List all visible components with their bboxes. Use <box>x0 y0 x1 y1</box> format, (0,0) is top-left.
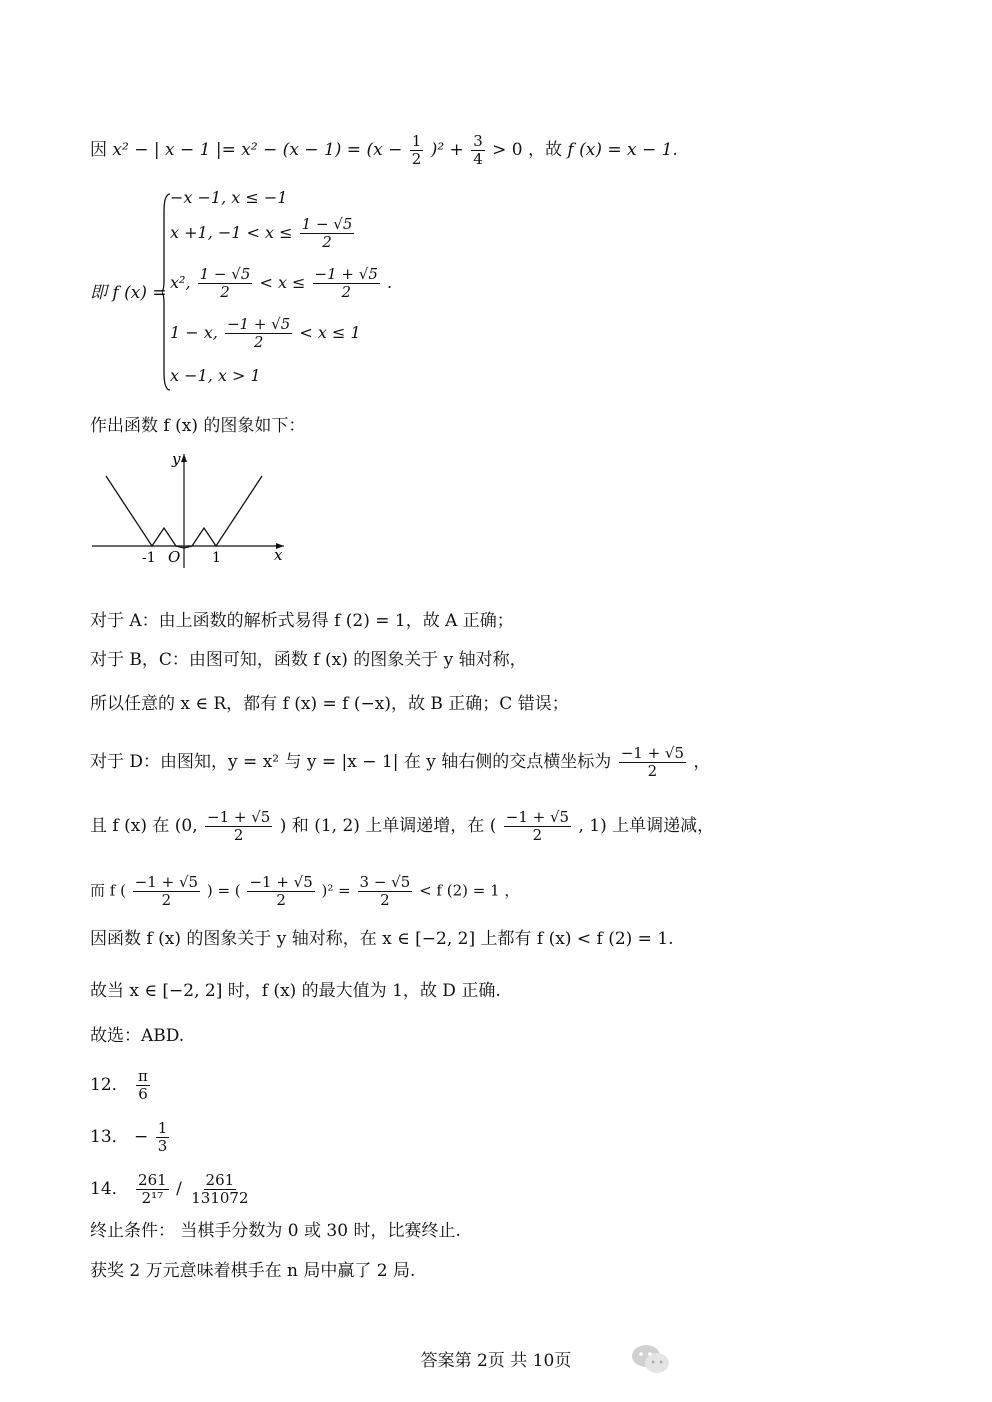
text: , 1) 上单调递减， <box>578 816 715 836</box>
num: −1 + √5 <box>226 315 291 333</box>
den: 131072 <box>191 1189 249 1207</box>
function-graph <box>88 448 298 573</box>
text: ) = ( <box>206 881 241 900</box>
case-5: x −1, x > 1 <box>170 366 261 385</box>
question-number: 14． <box>90 1179 129 1199</box>
num: 1 − √5 <box>301 215 353 233</box>
text: )² = <box>321 881 356 900</box>
case-text: < x ≤ 1 <box>299 323 361 342</box>
den: 2 <box>532 826 543 844</box>
option-d-line-1 <box>90 745 710 780</box>
case-text: x +1, −1 < x ≤ <box>170 223 293 242</box>
text: 对于 D：由图知，y = x² 与 y = |x − 1| 在 y 轴右侧的交点横坐标为 <box>90 752 612 772</box>
fraction <box>156 1120 170 1155</box>
den: 2 <box>647 762 658 780</box>
answer-choice: 故选：ABD. <box>90 1026 185 1046</box>
page-footer: 答案第 2页 共 10页 <box>420 1351 572 1371</box>
den: 2 <box>233 826 244 844</box>
text: 因 <box>90 140 107 160</box>
den: 2¹⁷ <box>141 1189 164 1207</box>
option-d-line-4: 因函数 f (x) 的图象关于 y 轴对称，在 x ∈ [−2, 2] 上都有 f (x) < f (2) = 1. <box>90 929 674 949</box>
wechat-icon <box>630 1342 672 1376</box>
den: 4 <box>473 150 483 168</box>
case-2 <box>170 216 356 251</box>
den: 2 <box>161 891 172 909</box>
prize-line: 获奖 2 万元意味着棋手在 n 局中赢了 2 局. <box>90 1261 416 1281</box>
sign: − <box>134 1127 149 1147</box>
option-d-line-2 <box>90 809 714 844</box>
question-14 <box>90 1172 253 1207</box>
question-number: 12． <box>90 1075 129 1095</box>
fraction <box>313 266 380 301</box>
question-number: 13． <box>90 1127 129 1147</box>
option-d-line-5: 故当 x ∈ [−2, 2] 时，f (x) 的最大值为 1，故 D 正确. <box>90 981 501 1001</box>
num: −1 + √5 <box>314 265 378 283</box>
num: 1 − √5 <box>199 265 251 283</box>
graph-y-label: y <box>172 450 181 468</box>
fraction <box>189 1172 250 1207</box>
den: 2 <box>411 150 422 168</box>
case-3 <box>170 266 392 301</box>
graph-origin-label: O <box>168 548 181 566</box>
num: 3 − √5 <box>359 873 411 891</box>
option-d-line-3 <box>90 874 519 909</box>
text: ， <box>693 752 711 772</box>
question-12 <box>90 1068 152 1103</box>
den: 2 <box>276 891 286 909</box>
fraction <box>471 133 485 168</box>
case-text: . <box>386 273 393 292</box>
fraction <box>225 316 292 351</box>
text: < f (2) = 1 ， <box>419 881 520 900</box>
math: )² + <box>430 140 470 160</box>
line-1 <box>90 133 678 168</box>
math: f (x) = x − 1. <box>567 140 678 160</box>
den: 2 <box>380 891 390 909</box>
num: −1 + √5 <box>134 873 199 891</box>
num: −1 + √5 <box>207 808 271 826</box>
num: −1 + √5 <box>249 873 313 891</box>
den: 2 <box>220 283 230 301</box>
y-axis-arrow-icon <box>181 454 187 462</box>
option-bc-line: 对于 B，C：由图可知，函数 f (x) 的图象关于 y 轴对称， <box>90 650 527 670</box>
stop-condition-line: 终止条件： 当棋手分数为 0 或 30 时，比赛终止. <box>90 1221 461 1241</box>
num: 261 <box>138 1171 167 1189</box>
math: > 0 ，故 <box>492 140 568 160</box>
piecewise-label: 即 f (x) = <box>90 283 167 303</box>
graph-intro: 作出函数 f (x) 的图象如下： <box>90 416 306 436</box>
case-1: −x −1, x ≤ −1 <box>170 188 288 207</box>
num: 261 <box>205 1171 235 1189</box>
num: 3 <box>473 132 483 150</box>
den: 2 <box>253 333 264 351</box>
num: 1 <box>411 132 422 150</box>
text: 且 f (x) 在 (0, <box>90 816 204 836</box>
fraction <box>619 745 686 780</box>
math: x² − | x − 1 |= x² − (x − 1) = (x − <box>112 140 408 160</box>
graph-1-label: 1 <box>212 550 221 566</box>
fraction <box>205 809 272 844</box>
separator: / <box>176 1179 182 1199</box>
fraction <box>410 133 424 168</box>
fraction <box>198 266 253 301</box>
den: 2 <box>341 283 351 301</box>
case-text: x², <box>170 273 196 292</box>
fraction <box>504 809 571 844</box>
option-a-line: 对于 A：由上函数的解析式易得 f (2) = 1，故 A 正确； <box>90 611 514 631</box>
text: ) 和 (1, 2) 上单调递增，在 ( <box>279 816 497 836</box>
question-13 <box>90 1120 171 1155</box>
fraction <box>136 1172 169 1207</box>
num: −1 + √5 <box>505 808 570 826</box>
text: 而 f ( <box>90 881 126 900</box>
graph-x-label: x <box>274 546 283 564</box>
den: 3 <box>157 1137 168 1155</box>
num: −1 + √5 <box>620 744 685 762</box>
case-4 <box>170 316 361 351</box>
num: 1 <box>157 1119 168 1137</box>
case-text: 1 − x, <box>170 323 223 342</box>
fraction <box>300 216 355 251</box>
den: 6 <box>138 1085 148 1103</box>
fraction <box>133 874 200 909</box>
den: 2 <box>322 233 332 251</box>
case-text: < x ≤ <box>259 273 311 292</box>
option-bc-line-2: 所以任意的 x ∈ R，都有 f (x) = f (−x)，故 B 正确；C 错误； <box>90 694 569 714</box>
piecewise-function <box>90 188 393 393</box>
fraction <box>247 874 314 909</box>
num: π <box>138 1067 148 1085</box>
fraction <box>358 874 413 909</box>
fraction <box>136 1068 150 1103</box>
graph-neg1-label: -1 <box>142 550 156 566</box>
